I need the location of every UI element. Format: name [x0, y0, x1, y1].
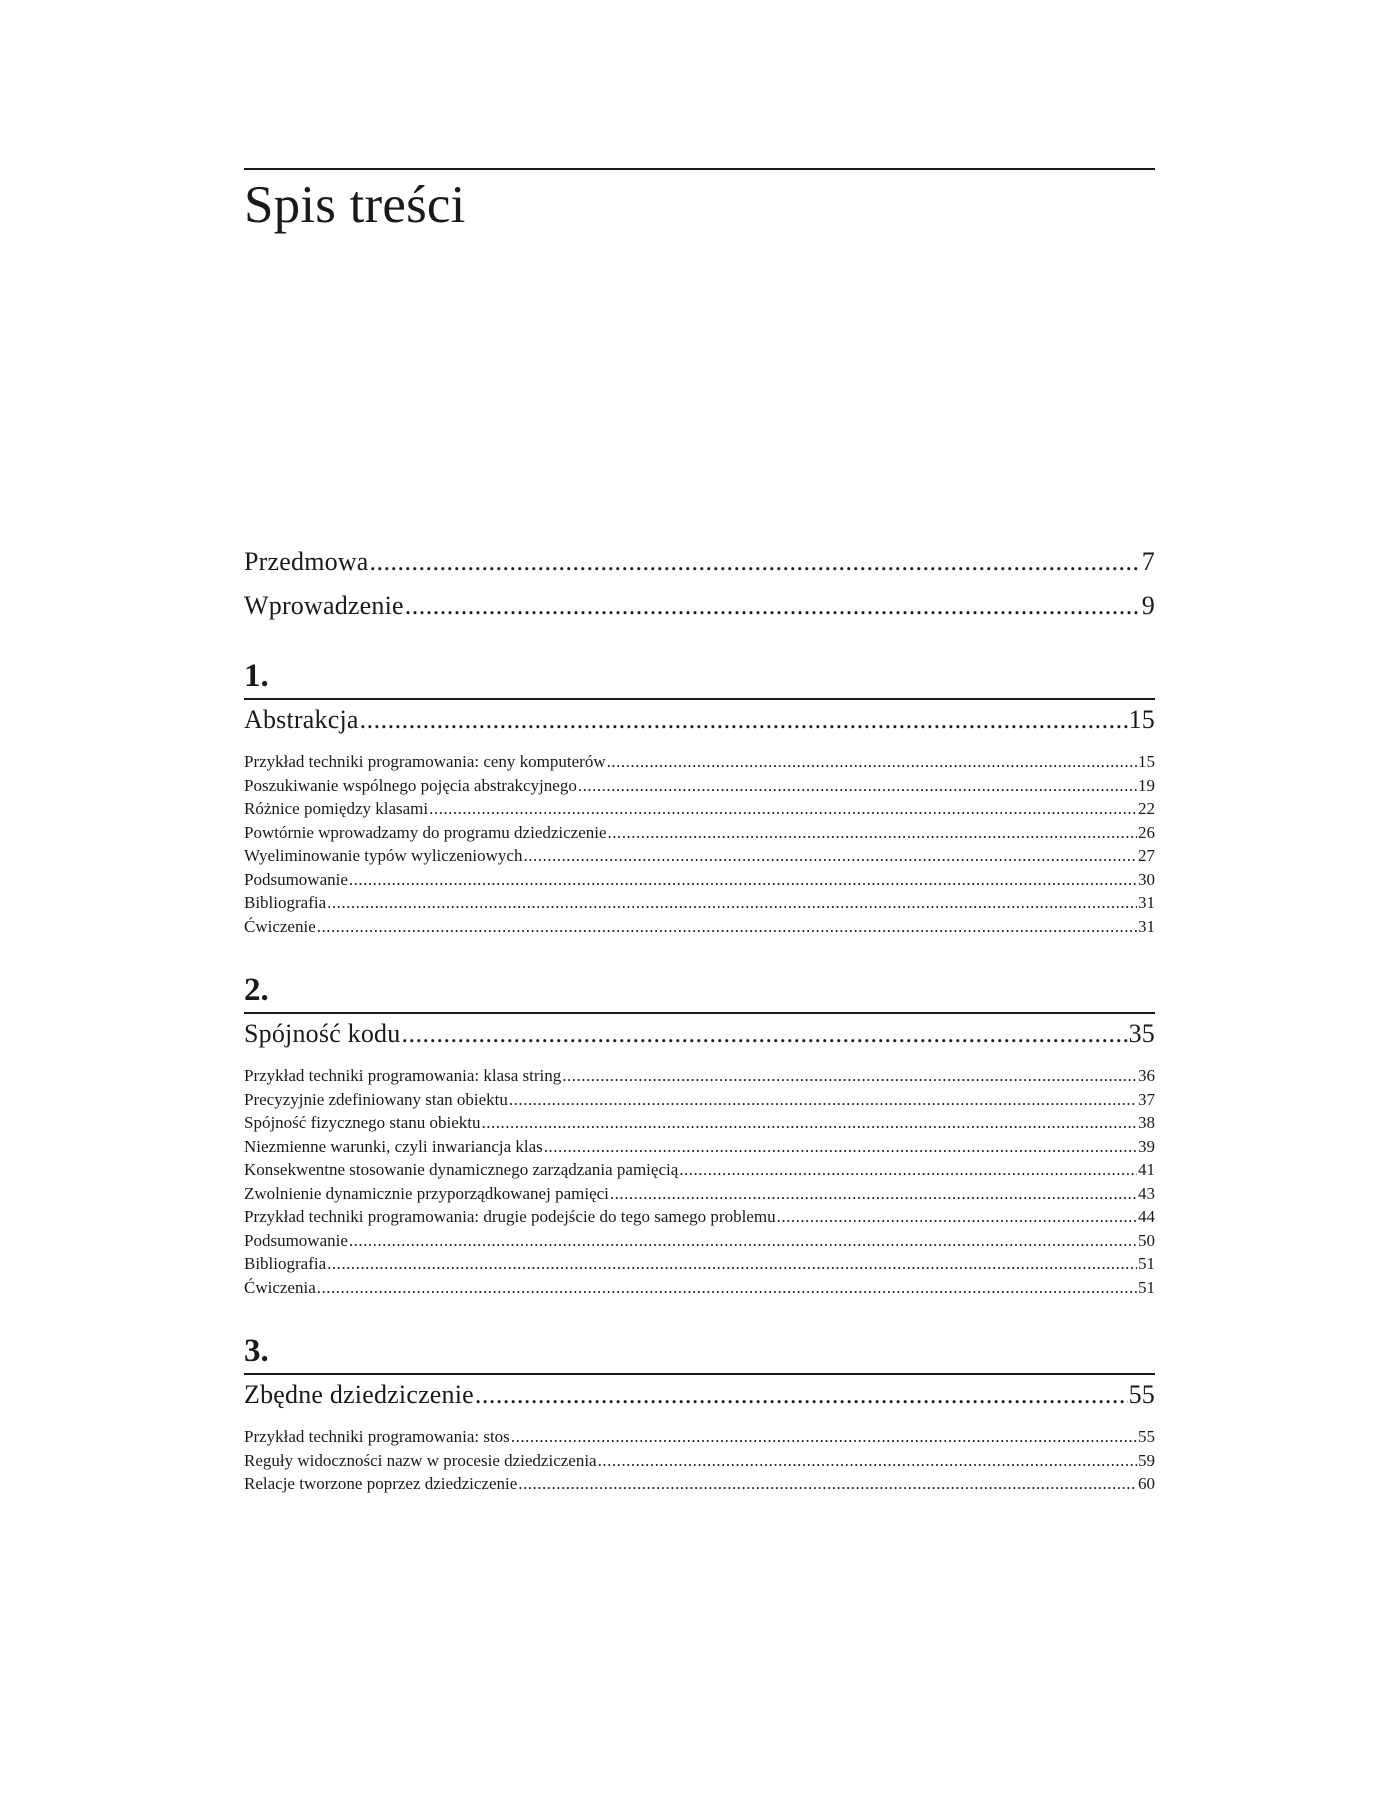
dot-leader — [562, 1064, 1137, 1088]
section-label: Wyeliminowanie typów wyliczeniowych — [244, 846, 523, 865]
section-page: 30 — [1138, 869, 1155, 889]
section-page: 19 — [1138, 775, 1155, 795]
section-page: 31 — [1138, 893, 1155, 912]
dot-leader — [679, 1158, 1137, 1182]
dot-leader — [578, 774, 1137, 798]
toc-section-entry[interactable] — [244, 1229, 1155, 1253]
dot-leader — [523, 844, 1137, 868]
chapter-2 — [244, 970, 1155, 1299]
section-page: 37 — [1138, 1089, 1155, 1109]
section-page: 55 — [1138, 1427, 1155, 1446]
dot-leader — [349, 1229, 1137, 1253]
section-label: Reguły widoczności nazw w procesie dziedziczenia — [244, 1450, 597, 1470]
dot-leader — [598, 1449, 1137, 1473]
section-label: Przykład techniki programowania: stos — [244, 1427, 510, 1446]
toc-section-entry[interactable] — [244, 1425, 1155, 1449]
section-label: Różnice pomiędzy klasami — [244, 799, 429, 818]
dot-leader — [429, 797, 1137, 821]
toc-section-entry[interactable] — [244, 1252, 1155, 1276]
dot-leader — [405, 588, 1141, 624]
section-page: 51 — [1138, 1254, 1155, 1273]
toc-section-entry[interactable] — [244, 891, 1155, 915]
chapter-rule — [244, 1012, 1155, 1014]
chapter-3 — [244, 1331, 1155, 1496]
toc-section-entry[interactable] — [244, 1135, 1155, 1159]
section-label: Spójność fizycznego stanu obiektu — [244, 1113, 481, 1132]
toc-section-entry[interactable] — [244, 821, 1155, 845]
toc-section-entry[interactable] — [244, 797, 1155, 821]
dot-leader — [401, 1016, 1127, 1052]
toc-section-entry[interactable] — [244, 1064, 1155, 1088]
dot-leader — [327, 1252, 1137, 1276]
toc-section-entry[interactable] — [244, 844, 1155, 868]
dot-leader — [360, 702, 1128, 738]
toc-entry-label: Przedmowa — [244, 547, 369, 576]
section-label: Relacje tworzone poprzez dziedziczenie — [244, 1474, 518, 1493]
chapter-page: 55 — [1128, 1380, 1155, 1409]
section-label: Przykład techniki programowania: ceny komputerów — [244, 752, 606, 771]
chapter-title-entry[interactable] — [244, 1377, 1155, 1413]
section-page: 38 — [1138, 1113, 1155, 1132]
toc-section-entry[interactable] — [244, 1158, 1155, 1182]
dot-leader — [317, 1276, 1137, 1300]
section-label: Przykład techniki programowania: klasa string — [244, 1066, 562, 1085]
section-page: 27 — [1138, 846, 1155, 865]
section-label: Ćwiczenie — [244, 916, 316, 936]
dot-leader — [475, 1377, 1128, 1413]
toc-section-entry[interactable] — [244, 750, 1155, 774]
section-page: 60 — [1138, 1474, 1155, 1493]
section-label: Zwolnienie dynamicznie przyporządkowanej pamięci — [244, 1183, 609, 1203]
section-page: 22 — [1138, 799, 1155, 818]
section-page: 41 — [1138, 1160, 1155, 1179]
dot-leader — [777, 1205, 1137, 1229]
chapter-rule — [244, 698, 1155, 700]
chapter-number: 3. — [244, 1333, 269, 1369]
chapter-title-entry[interactable] — [244, 1016, 1155, 1052]
section-label: Precyzyjnie zdefiniowany stan obiektu — [244, 1089, 508, 1109]
chapter-title: Zbędne dziedziczenie — [244, 1380, 474, 1409]
page-title: Spis treści — [244, 176, 466, 234]
section-page: 50 — [1138, 1230, 1155, 1250]
section-page: 39 — [1138, 1136, 1155, 1156]
toc-section-entry[interactable] — [244, 1449, 1155, 1473]
section-page: 15 — [1138, 752, 1155, 771]
toc-section-entry[interactable] — [244, 1472, 1155, 1496]
section-page: 26 — [1138, 822, 1155, 842]
section-page: 31 — [1138, 916, 1155, 936]
toc-section-entry[interactable] — [244, 1088, 1155, 1112]
toc-entry-preface[interactable] — [244, 544, 1155, 580]
chapter-number: 2. — [244, 972, 269, 1008]
section-page: 59 — [1138, 1450, 1155, 1470]
dot-leader — [518, 1472, 1137, 1496]
dot-leader — [327, 891, 1137, 915]
toc-entry-label: Wprowadzenie — [244, 591, 404, 620]
section-label: Bibliografia — [244, 893, 327, 912]
chapter-title: Spójność kodu — [244, 1019, 401, 1048]
section-label: Niezmienne warunki, czyli inwariancja klas — [244, 1136, 543, 1156]
section-page: 51 — [1138, 1277, 1155, 1297]
section-label: Powtórnie wprowadzamy do programu dziedziczenie — [244, 822, 607, 842]
toc-body — [244, 544, 1155, 1496]
chapter-rule — [244, 1373, 1155, 1375]
dot-leader — [349, 868, 1137, 892]
dot-leader — [607, 750, 1137, 774]
chapter-title: Abstrakcja — [244, 705, 359, 734]
toc-entry-page: 7 — [1141, 547, 1155, 576]
section-label: Ćwiczenia — [244, 1277, 316, 1297]
toc-section-entry[interactable] — [244, 1276, 1155, 1300]
toc-section-entry[interactable] — [244, 1182, 1155, 1206]
dot-leader — [610, 1182, 1137, 1206]
dot-leader — [509, 1088, 1137, 1112]
toc-section-entry[interactable] — [244, 1205, 1155, 1229]
section-page: 36 — [1138, 1066, 1155, 1085]
toc-section-entry[interactable] — [244, 868, 1155, 892]
dot-leader — [370, 544, 1141, 580]
toc-section-entry[interactable] — [244, 774, 1155, 798]
section-page: 44 — [1138, 1207, 1155, 1226]
chapter-title-entry[interactable] — [244, 702, 1155, 738]
dot-leader — [317, 915, 1137, 939]
front-matter — [244, 544, 1155, 624]
chapter-page: 35 — [1128, 1019, 1155, 1048]
toc-entry-introduction[interactable] — [244, 588, 1155, 624]
chapter-1 — [244, 656, 1155, 938]
dot-leader — [482, 1111, 1137, 1135]
section-label: Konsekwentne stosowanie dynamicznego zarządzania pamięcią — [244, 1160, 679, 1179]
dot-leader — [608, 821, 1137, 845]
section-label: Przykład techniki programowania: drugie podejście do tego samego problemu — [244, 1207, 776, 1226]
dot-leader — [511, 1425, 1137, 1449]
section-label: Podsumowanie — [244, 869, 348, 889]
chapter-page: 15 — [1128, 705, 1155, 734]
chapter-number: 1. — [244, 658, 269, 694]
section-label: Podsumowanie — [244, 1230, 348, 1250]
section-label: Poszukiwanie wspólnego pojęcia abstrakcyjnego — [244, 775, 577, 795]
section-label: Bibliografia — [244, 1254, 327, 1273]
dot-leader — [544, 1135, 1137, 1159]
section-page: 43 — [1138, 1183, 1155, 1203]
toc-section-entry[interactable] — [244, 1111, 1155, 1135]
toc-section-entry[interactable] — [244, 915, 1155, 939]
toc-entry-page: 9 — [1141, 591, 1155, 620]
